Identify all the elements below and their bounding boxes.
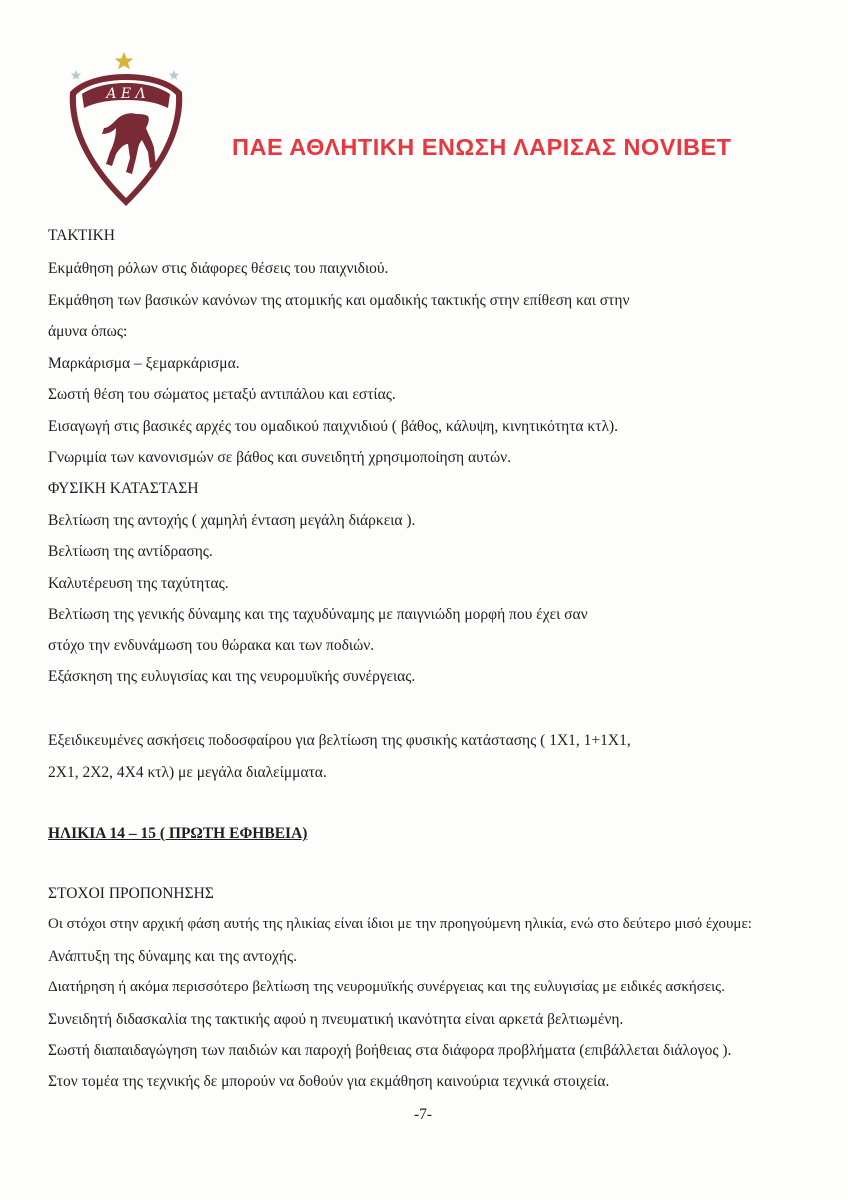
fitness-line: Καλυτέρευση της ταχύτητας. xyxy=(48,575,229,592)
section-heading-tactics: ΤΑΚΤΙΚΗ xyxy=(48,227,115,244)
crest-lettering: Α Ε Λ xyxy=(106,86,146,102)
fitness-line: Βελτίωση της γενικής δύναμης και της ταχυδύναμης με παιγνιώδη μορφή που έχει σαν xyxy=(48,606,588,623)
tactics-line: Γνωριμία των κανονισμών σε βάθος και συνειδητή χρησιμοποίηση αυτών. xyxy=(48,449,512,466)
tactics-line: Εισαγωγή στις βασικές αρχές του ομαδικού παιχνιδιού ( βάθος, κάλυψη, κινητικότητα κτλ). xyxy=(48,418,619,435)
section-heading-training-goals: ΣΤΟΧΟΙ ΠΡΟΠΟΝΗΣΗΣ xyxy=(48,885,214,902)
tactics-line: Μαρκάρισμα – ξεμαρκάρισμα. xyxy=(48,355,240,372)
tactics-line: Σωστή θέση του σώματος μεταξύ αντιπάλου και εστίας. xyxy=(48,386,396,403)
gold-star-icon xyxy=(115,52,134,69)
fitness-line: στόχο την ενδυνάμωση του θώρακα και των ποδιών. xyxy=(48,637,375,654)
fitness-line: Εξάσκηση της ευλυγισίας και της νευρομυϊκής συνέργειας. xyxy=(48,668,416,685)
age-group-heading: ΗΛΙΚΙΑ 14 – 15 ( ΠΡΩΤΗ ΕΦΗΒΕΙΑ) xyxy=(48,825,308,842)
fitness-extra-line: 2Χ1, 2Χ2, 4Χ4 κτλ) με μεγάλα διαλείμματα. xyxy=(48,764,327,781)
training-goals-line: Ανάπτυξη της δύναμης και της αντοχής. xyxy=(48,948,297,965)
training-goals-line: Στον τομέα της τεχνικής δε μπορούν να δοθούν για εκμάθηση καινούρια τεχνικά στοιχεία. xyxy=(48,1073,610,1090)
training-goals-line: Συνειδητή διδασκαλία της τακτικής αφού η πνευματική ικανότητα είναι αρκετά βελτιωμένη. xyxy=(48,1011,624,1028)
tactics-line: Εκμάθηση ρόλων στις διάφορες θέσεις του παιχνιδιού. xyxy=(48,260,389,277)
club-title: ΠΑΕ ΑΘΛΗΤΙΚΗ ΕΝΩΣΗ ΛΑΡΙΣΑΣ NOVIBET xyxy=(232,134,732,160)
training-goals-line: Οι στόχοι στην αρχική φάση αυτής της ηλικίας είναι ίδιοι με την προηγούμενη ηλικία, ενώ στο δεύτερο μισό έχουμε: xyxy=(48,916,752,932)
tactics-line: άμυνα όπως: xyxy=(48,323,128,340)
tactics-line: Εκμάθηση των βασικών κανόνων της ατομικής και ομαδικής τακτικής στην επίθεση και στην xyxy=(48,292,630,309)
fitness-extra-line: Εξειδικευμένες ασκήσεις ποδοσφαίρου για βελτίωση της φυσικής κατάστασης ( 1Χ1, 1+1Χ1, xyxy=(48,732,631,749)
page-number: -7- xyxy=(414,1106,433,1123)
ael-crest-logo xyxy=(64,48,188,212)
right-star-icon xyxy=(169,70,179,80)
training-goals-line: Σωστή διαπαιδαγώγηση των παιδιών και παροχή βοήθειας στα διάφορα προβλήματα (επιβάλλεται διάλογος ). xyxy=(48,1042,732,1059)
fitness-line: Βελτίωση της αντοχής ( χαμηλή ένταση μεγάλη διάρκεια ). xyxy=(48,512,416,529)
left-star-icon xyxy=(71,70,81,80)
section-heading-fitness: ΦΥΣΙΚΗ ΚΑΤΑΣΤΑΣΗ xyxy=(48,480,199,497)
training-goals-line: Διατήρηση ή ακόμα περισσότερο βελτίωση της νευρομυϊκής συνέργειας και της ευλυγισίας με ειδικές ασκήσεις. xyxy=(48,979,725,995)
fitness-line: Βελτίωση της αντίδρασης. xyxy=(48,543,213,560)
